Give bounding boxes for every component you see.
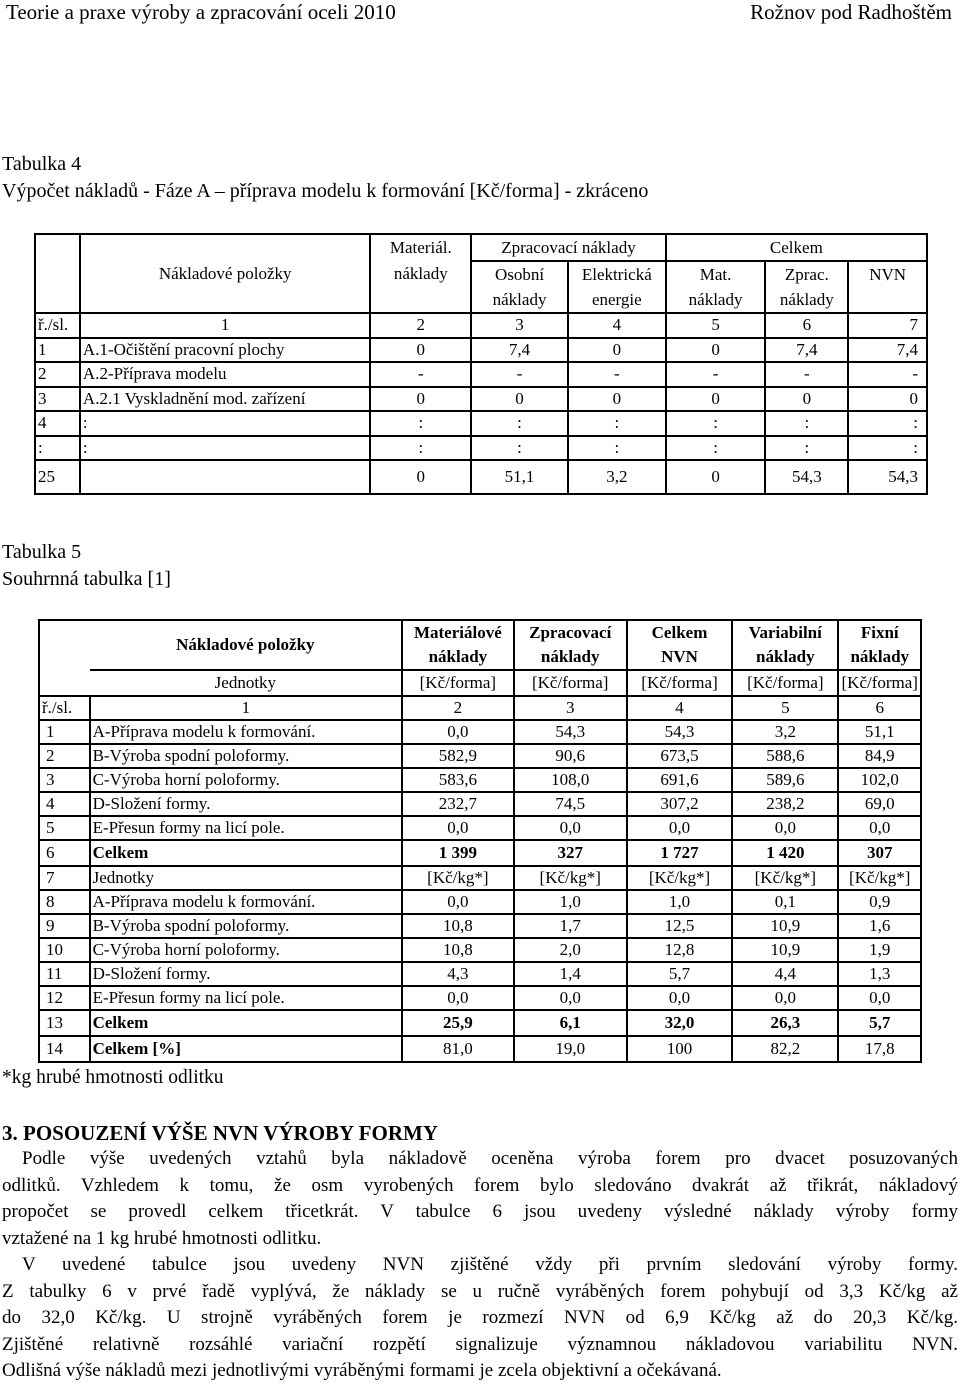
t4-colnum: ř./sl.	[35, 313, 80, 338]
t4-value-cell: 0	[370, 460, 471, 494]
t5-head-c2b: náklady	[514, 645, 627, 670]
t5-row	[39, 986, 921, 1010]
t4-colnum: 1	[80, 313, 371, 338]
t5-value-cell: 19,0	[514, 1036, 627, 1062]
t5-row-number: 7	[39, 866, 90, 890]
t5-row-number: 13	[39, 1010, 90, 1036]
t5-value-cell: 84,9	[838, 744, 921, 768]
t5-value-cell: 0,0	[732, 816, 838, 840]
t5-value-cell: 1,7	[514, 914, 627, 938]
t5-value-cell: 17,8	[838, 1036, 921, 1062]
t4-colnum: 3	[471, 313, 568, 338]
t5-value-cell: 81,0	[402, 1036, 513, 1062]
paragraph-line: Zjištěné relativně rozsáhlé variační rozpětí signalizuje významnou nákladovou variabilitu NVN.	[2, 1333, 958, 1355]
t5-row-number: 2	[39, 744, 90, 768]
t4-colnum: 5	[666, 313, 766, 338]
paragraph-line: V uvedené tabulce jsou uvedeny NVN zjištěné vždy při prvním sledování výroby formy.	[22, 1254, 958, 1275]
t5-value-cell: 10,8	[402, 938, 513, 962]
t4-row	[35, 411, 927, 436]
t4-value-cell: :	[848, 411, 927, 436]
t4-value-cell: 0	[370, 387, 471, 412]
t5-value-cell: 1 727	[627, 840, 732, 866]
t5-colnum: 6	[838, 696, 921, 720]
t5-value-cell: 583,6	[402, 768, 513, 792]
paragraph-line: odlitků. Vzhledem k tomu, že osm vyrobených forem bylo sledováno dvakrát až třikrát, nákladový	[2, 1174, 958, 1196]
t5-value-cell: 307,2	[627, 792, 732, 816]
t5-value-cell: [Kč/kg*]	[732, 866, 838, 890]
t5-head-c1b: náklady	[402, 645, 513, 670]
t4-row-number: 3	[35, 387, 80, 412]
table4-caption-title: Výpočet nákladů - Fáze A – příprava modelu k formování [Kč/forma] - zkráceno	[2, 180, 649, 202]
t5-value-cell: 74,5	[514, 792, 627, 816]
t4-head-corner3	[35, 287, 80, 313]
t4-value-cell: :	[666, 411, 766, 436]
t4-value-cell: -	[666, 362, 766, 387]
t4-item-label	[80, 460, 371, 494]
t5-value-cell: 10,8	[402, 914, 513, 938]
t4-colnum: 4	[568, 313, 666, 338]
t4-colnum: 2	[370, 313, 471, 338]
t5-value-cell: 32,0	[627, 1010, 732, 1036]
t4-row	[35, 436, 927, 461]
t5-value-cell: 238,2	[732, 792, 838, 816]
table5	[38, 619, 922, 1063]
t5-value-cell: 0,0	[838, 816, 921, 840]
t5-head-c3: Celkem	[627, 620, 732, 645]
t5-head-unit: [Kč/forma]	[627, 670, 732, 696]
t4-value-cell: :	[370, 436, 471, 461]
t4-value-cell: -	[370, 362, 471, 387]
t5-head-c4: Variabilní	[732, 620, 838, 645]
t5-row-number: 9	[39, 914, 90, 938]
t5-head-c2: Zpracovací	[514, 620, 627, 645]
t5-row	[39, 1010, 921, 1036]
t4-value-cell: -	[848, 362, 927, 387]
t5-value-cell: 1 420	[732, 840, 838, 866]
t5-value-cell: 12,8	[627, 938, 732, 962]
t5-value-cell: 0,0	[627, 816, 732, 840]
t4-colnum: 6	[765, 313, 848, 338]
t4-value-cell: 0	[568, 338, 666, 363]
t5-value-cell: [Kč/kg*]	[838, 866, 921, 890]
section-body	[2, 1146, 958, 1385]
t4-value-cell: 0	[471, 387, 568, 412]
t5-head-corner	[39, 620, 90, 645]
t4-value-cell: :	[765, 436, 848, 461]
t5-value-cell: 82,2	[732, 1036, 838, 1062]
t5-row	[39, 938, 921, 962]
t4-head-items: Nákladové položky	[80, 261, 371, 287]
t5-value-cell: 90,6	[514, 744, 627, 768]
t5-row	[39, 866, 921, 890]
t5-row	[39, 816, 921, 840]
t5-value-cell: [Kč/kg*]	[402, 866, 513, 890]
t4-row	[35, 387, 927, 412]
t5-value-cell: 1,3	[838, 962, 921, 986]
t4-item-label: :	[80, 436, 371, 461]
t5-value-cell: 0,0	[402, 816, 513, 840]
t5-item-label: A-Příprava modelu k formování.	[90, 890, 403, 914]
t4-head-mat2: náklady	[370, 261, 471, 287]
t5-value-cell: 1,6	[838, 914, 921, 938]
t4-head-mat: Materiál.	[370, 234, 471, 261]
t5-colnum: 3	[514, 696, 627, 720]
t4-item-label: A.2.1 Vyskladnění mod. zařízení	[80, 387, 371, 412]
t5-row-number: 10	[39, 938, 90, 962]
t5-value-cell: 1,0	[627, 890, 732, 914]
table5-caption-title: Souhrnná tabulka [1]	[2, 568, 171, 590]
t5-item-label: B-Výroba spodní poloformy.	[90, 914, 403, 938]
t5-value-cell: 26,3	[732, 1010, 838, 1036]
t5-head-unit: [Kč/forma]	[838, 670, 921, 696]
t4-row	[35, 362, 927, 387]
t5-row-number: 3	[39, 768, 90, 792]
t5-value-cell: 0,0	[402, 986, 513, 1010]
t5-value-cell: 1,9	[838, 938, 921, 962]
t5-row-number: 12	[39, 986, 90, 1010]
paragraph-line: propočet se provedl celkem třicetkrát. V tabulce 6 jsou uvedeny výsledné náklady výroby formy	[2, 1201, 958, 1222]
t4-head-celkem: Celkem	[666, 234, 927, 261]
t4-value-cell: 0	[568, 387, 666, 412]
t4-value-cell: :	[666, 436, 766, 461]
t5-item-label: D-Složení formy.	[90, 962, 403, 986]
t5-value-cell: 2,0	[514, 938, 627, 962]
t5-row	[39, 720, 921, 744]
t5-item-label: C-Výroba horní poloformy.	[90, 768, 403, 792]
t5-value-cell: [Kč/kg*]	[514, 866, 627, 890]
t4-value-cell: 7,4	[471, 338, 568, 363]
t5-value-cell: 0,0	[402, 890, 513, 914]
t5-row	[39, 840, 921, 866]
t4-head-elek2: energie	[568, 287, 666, 313]
t4-row-number: 2	[35, 362, 80, 387]
t5-value-cell: 6,1	[514, 1010, 627, 1036]
t4-row-number: 1	[35, 338, 80, 363]
t5-value-cell: 589,6	[732, 768, 838, 792]
t5-item-label: B-Výroba spodní poloformy.	[90, 744, 403, 768]
t5-head-unit: [Kč/forma]	[402, 670, 513, 696]
t5-value-cell: 3,2	[732, 720, 838, 744]
t5-value-cell: 0,0	[514, 986, 627, 1010]
t5-value-cell: 0,9	[838, 890, 921, 914]
t5-value-cell: 54,3	[514, 720, 627, 744]
t4-value-cell: 0	[765, 387, 848, 412]
t5-head-c5b: náklady	[838, 645, 921, 670]
t5-value-cell: 327	[514, 840, 627, 866]
t5-colnum: 5	[732, 696, 838, 720]
t4-row	[35, 460, 927, 494]
t5-row	[39, 890, 921, 914]
t4-row-number: :	[35, 436, 80, 461]
t4-value-cell: 0	[666, 387, 766, 412]
t4-value-cell: 7,4	[765, 338, 848, 363]
t5-value-cell: 0,0	[732, 986, 838, 1010]
t4-value-cell: -	[765, 362, 848, 387]
t5-row	[39, 744, 921, 768]
t4-item-label: A.2-Příprava modelu	[80, 362, 371, 387]
t5-value-cell: 673,5	[627, 744, 732, 768]
t5-colnum: ř./sl.	[39, 696, 90, 720]
t5-value-cell: 0,0	[402, 720, 513, 744]
t5-colnum-row	[39, 696, 921, 720]
t5-value-cell: 307	[838, 840, 921, 866]
t5-row-number: 14	[39, 1036, 90, 1062]
t4-head-items-top	[80, 234, 371, 261]
paragraph-line: do 32,0 Kč/kg. U strojně vyráběných forem je rozmezí NVN od 6,9 Kč/kg až do 20,3 Kč/kg.	[2, 1307, 958, 1328]
t5-row	[39, 768, 921, 792]
t4-value-cell: 3,2	[568, 460, 666, 494]
section-heading: 3. POSOUZENÍ VÝŠE NVN VÝROBY FORMY	[2, 1121, 438, 1145]
t4-value-cell: 0	[666, 338, 766, 363]
t5-head-unit: [Kč/forma]	[514, 670, 627, 696]
t4-head-matc: Mat.	[666, 261, 766, 287]
t4-head-zpr2: náklady	[765, 287, 848, 313]
t5-value-cell: 5,7	[838, 1010, 921, 1036]
t5-value-cell: 0,0	[838, 986, 921, 1010]
t4-head-items-bottom	[80, 287, 371, 313]
t5-value-cell: 1,4	[514, 962, 627, 986]
t5-value-cell: 51,1	[838, 720, 921, 744]
t4-head-zpr: Zprac.	[765, 261, 848, 287]
t5-row-number: 8	[39, 890, 90, 914]
t4-head-corner2	[35, 261, 80, 287]
t5-head-corner3	[39, 670, 90, 696]
t5-value-cell: 1 399	[402, 840, 513, 866]
t5-value-cell: 0,0	[514, 816, 627, 840]
t5-head-items: Nákladové položky	[90, 620, 403, 670]
t4-colnum: 7	[848, 313, 927, 338]
t4-value-cell: 0	[370, 338, 471, 363]
t4-value-cell: :	[848, 436, 927, 461]
t5-value-cell: 69,0	[838, 792, 921, 816]
t4-head-elek: Elektrická	[568, 261, 666, 287]
running-header-left: Teorie a praxe výroby a zpracování oceli 2010	[6, 0, 396, 24]
t5-value-cell: [Kč/kg*]	[627, 866, 732, 890]
t4-row	[35, 338, 927, 363]
t5-row-number: 11	[39, 962, 90, 986]
t5-head-c3b: NVN	[627, 645, 732, 670]
t5-head-units-label: Jednotky	[90, 670, 403, 696]
table5-footnote: *kg hrubé hmotnosti odlitku	[2, 1067, 224, 1088]
t5-head-unit: [Kč/forma]	[732, 670, 838, 696]
t5-colnum: 2	[402, 696, 513, 720]
t5-value-cell: 54,3	[627, 720, 732, 744]
t5-row-number: 1	[39, 720, 90, 744]
t5-row	[39, 1036, 921, 1062]
t5-row-number: 5	[39, 816, 90, 840]
t4-value-cell: :	[765, 411, 848, 436]
t5-value-cell: 12,5	[627, 914, 732, 938]
t5-value-cell: 582,9	[402, 744, 513, 768]
t4-head-zprac: Zpracovací náklady	[471, 234, 666, 261]
t5-head-corner2	[39, 645, 90, 670]
t4-item-label: A.1-Očištění pracovní plochy	[80, 338, 371, 363]
t4-head-osob: Osobní	[471, 261, 568, 287]
t5-value-cell: 0,0	[627, 986, 732, 1010]
t5-value-cell: 691,6	[627, 768, 732, 792]
t4-value-cell: :	[568, 411, 666, 436]
t5-head-c5: Fixní	[838, 620, 921, 645]
t4-head-nvn: NVN	[848, 261, 927, 287]
t5-value-cell: 25,9	[402, 1010, 513, 1036]
t5-value-cell: 588,6	[732, 744, 838, 768]
t4-row-number: 25	[35, 460, 80, 494]
paragraph-line: vztažené na 1 kg hrubé hmotnosti odlitku.	[2, 1227, 322, 1249]
t5-head-c4b: náklady	[732, 645, 838, 670]
t4-value-cell: :	[370, 411, 471, 436]
running-header-right: Rožnov pod Radhoštěm	[750, 0, 952, 24]
t5-item-label: Celkem	[90, 1010, 403, 1036]
t5-item-label: Jednotky	[90, 866, 403, 890]
t5-value-cell: 10,9	[732, 914, 838, 938]
t4-head-osob2: náklady	[471, 287, 568, 313]
t4-value-cell: 54,3	[765, 460, 848, 494]
t5-value-cell: 232,7	[402, 792, 513, 816]
t4-head-mat3	[370, 287, 471, 313]
t4-head-matc2: náklady	[666, 287, 766, 313]
t5-row-number: 6	[39, 840, 90, 866]
t4-head-nvn2	[848, 287, 927, 313]
t4-head-corner	[35, 234, 80, 261]
t5-value-cell: 10,9	[732, 938, 838, 962]
paragraph-line: Z tabulky 6 v prvé řadě vyplývá, že náklady se u ručně vyráběných forem pohybují od 3,3 Kč/kg až	[2, 1280, 958, 1302]
t5-row	[39, 914, 921, 938]
t5-item-label: E-Přesun formy na licí pole.	[90, 986, 403, 1010]
paragraph-line: Odlišná výše nákladů mezi jednotlivými vyráběnými formami je zcela objektivní a očekávaná.	[2, 1360, 722, 1381]
t4-value-cell: -	[568, 362, 666, 387]
table4	[34, 233, 928, 495]
t5-item-label: D-Složení formy.	[90, 792, 403, 816]
t5-value-cell: 100	[627, 1036, 732, 1062]
t5-item-label: E-Přesun formy na licí pole.	[90, 816, 403, 840]
t5-value-cell: 5,7	[627, 962, 732, 986]
t5-value-cell: 4,3	[402, 962, 513, 986]
t5-colnum: 1	[90, 696, 403, 720]
t5-value-cell: 4,4	[732, 962, 838, 986]
t5-value-cell: 1,0	[514, 890, 627, 914]
t4-value-cell: 0	[848, 387, 927, 412]
t5-colnum: 4	[627, 696, 732, 720]
t4-colnum-row	[35, 313, 927, 338]
table5-caption-number: Tabulka 5	[2, 541, 82, 563]
t5-head-c1: Materiálové	[402, 620, 513, 645]
t4-row-number: 4	[35, 411, 80, 436]
t5-value-cell: 108,0	[514, 768, 627, 792]
t4-value-cell: 54,3	[848, 460, 927, 494]
t5-item-label: A-Příprava modelu k formování.	[90, 720, 403, 744]
t4-value-cell: 0	[666, 460, 766, 494]
t4-value-cell: 7,4	[848, 338, 927, 363]
t5-value-cell: 0,1	[732, 890, 838, 914]
t4-value-cell: 51,1	[471, 460, 568, 494]
t4-value-cell: -	[471, 362, 568, 387]
t5-item-label: Celkem [%]	[90, 1036, 403, 1062]
t5-item-label: C-Výroba horní poloformy.	[90, 938, 403, 962]
t5-value-cell: 102,0	[838, 768, 921, 792]
t5-row	[39, 962, 921, 986]
t5-item-label: Celkem	[90, 840, 403, 866]
t5-row-number: 4	[39, 792, 90, 816]
t5-row	[39, 792, 921, 816]
t4-value-cell: :	[471, 436, 568, 461]
t4-item-label: :	[80, 411, 371, 436]
t4-value-cell: :	[471, 411, 568, 436]
table4-caption-number: Tabulka 4	[2, 153, 82, 175]
paragraph-line: Podle výše uvedených vztahů byla nákladově oceněna výroba forem pro dvacet posuzovaných	[22, 1148, 958, 1169]
t4-value-cell: :	[568, 436, 666, 461]
